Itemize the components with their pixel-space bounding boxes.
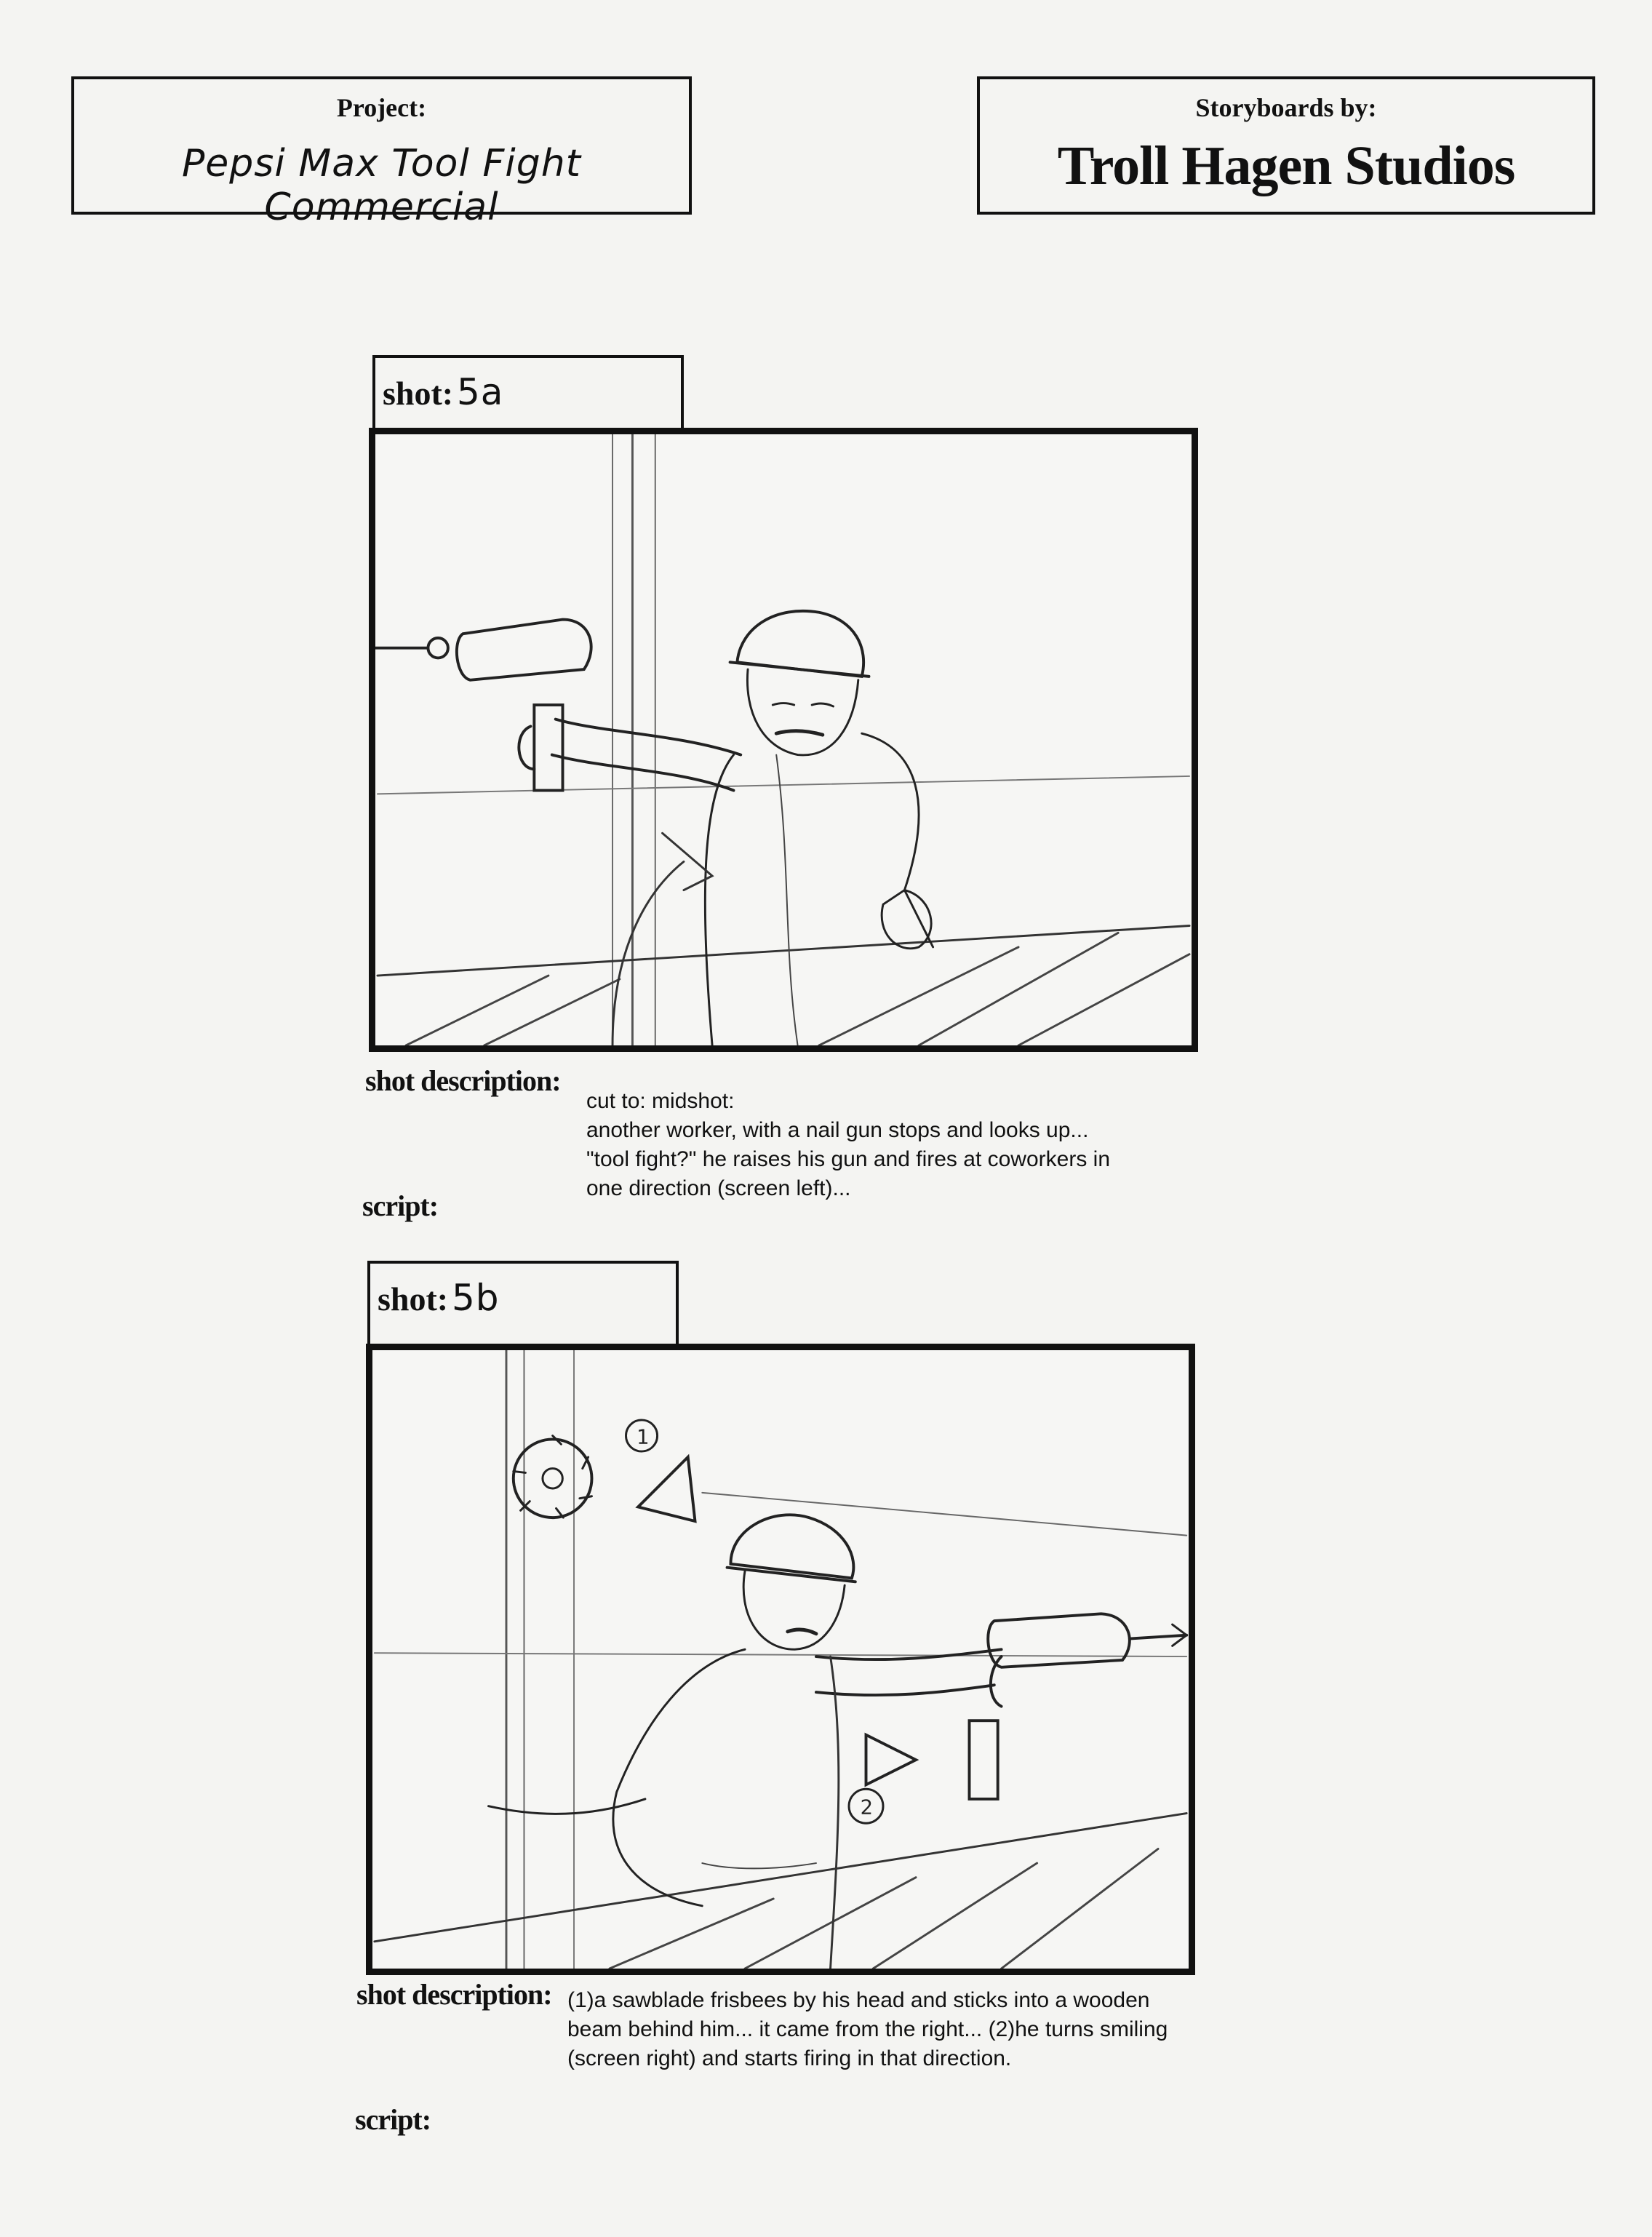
storyboard-frame-5b xyxy=(366,1344,1195,1975)
studio-box xyxy=(977,76,1595,215)
sketch-sawblade-worker xyxy=(372,1350,1189,1969)
shot-tab-5b xyxy=(367,1261,679,1347)
shot-description-text: (1)a sawblade frisbees by his head and sticks into a wooden beam behind him... it came from the right... (2)he turns smiling (screen right) and starts firing in that direction. xyxy=(567,1988,1168,2070)
script-label: script: xyxy=(362,1189,439,1222)
annotation-2: 2 xyxy=(860,1796,874,1819)
project-label: Project: xyxy=(336,93,427,122)
annotation-1: 1 xyxy=(637,1426,650,1449)
shot-description-label: shot description: xyxy=(356,1978,552,2011)
studio-name: Troll Hagen Studios xyxy=(1057,135,1515,196)
project-box xyxy=(71,76,692,229)
shot-description-text: cut to: midshot: another worker, with a nail gun stops and looks up... "tool fight?" he raises his gun and fires at coworkers in one direction (screen left)... xyxy=(586,1089,1110,1200)
shot-description-label: shot description: xyxy=(365,1064,561,1097)
storyboard-frame-5a xyxy=(369,428,1198,1052)
sketch-nail-gun-worker xyxy=(375,434,1192,1045)
script-label: script: xyxy=(355,2103,431,2136)
project-name: Pepsi Max Tool Fight Commercial xyxy=(181,142,582,229)
shot-label: shot: xyxy=(383,375,454,412)
shot-number: 5a xyxy=(457,371,504,413)
shot-number: 5b xyxy=(452,1277,500,1319)
shot-tab-5a xyxy=(372,355,684,432)
shot-label: shot: xyxy=(378,1280,449,1317)
storyboards-label: Storyboards by: xyxy=(1195,93,1377,122)
